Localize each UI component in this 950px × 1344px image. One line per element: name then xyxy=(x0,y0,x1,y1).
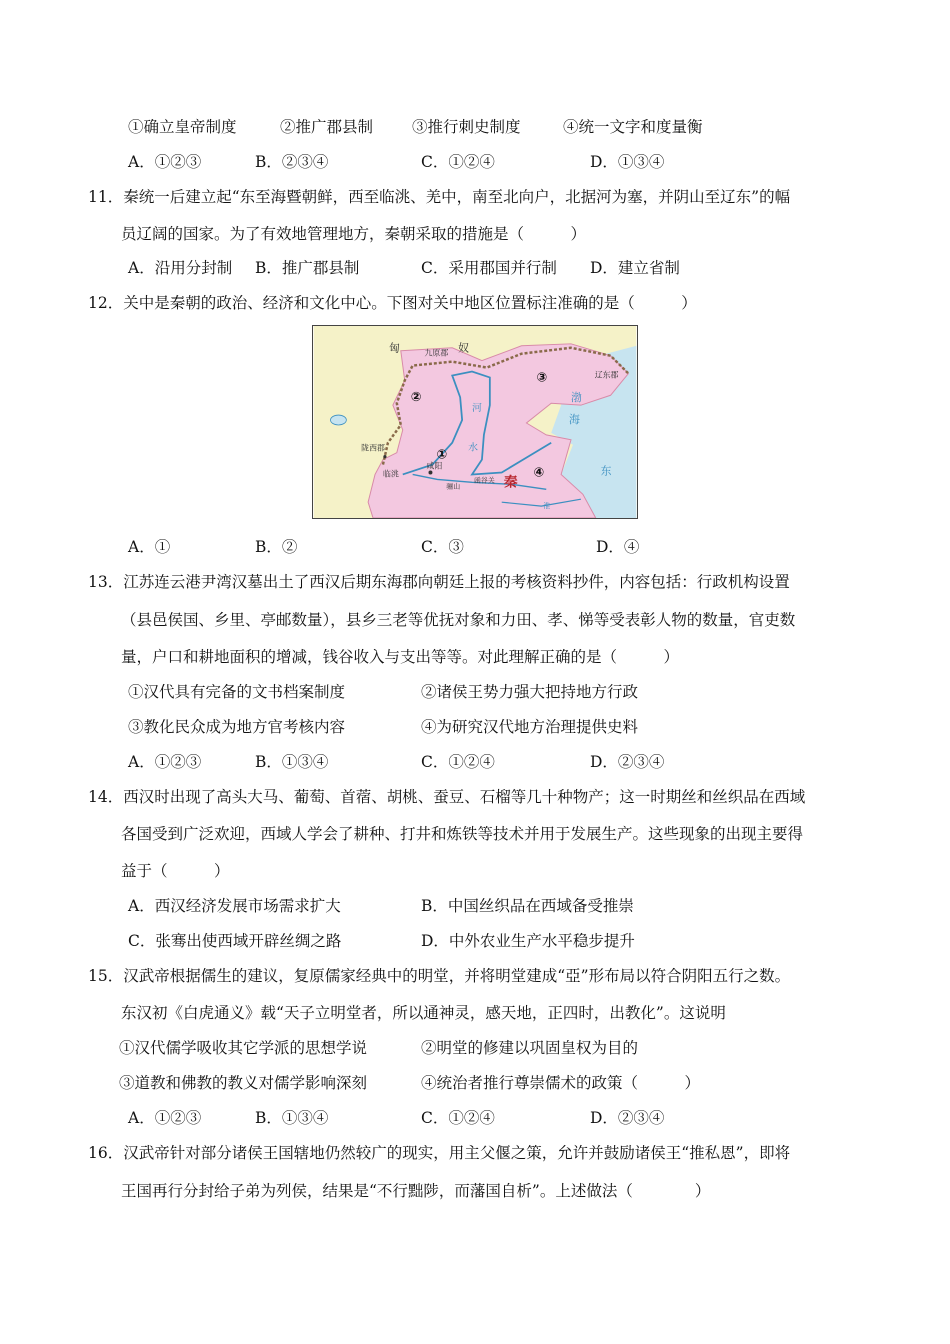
map-label-dong: 东 xyxy=(600,464,612,478)
map-marker-1: ① xyxy=(436,447,448,463)
map-lake xyxy=(331,415,347,425)
map-marker-4: ④ xyxy=(533,465,545,481)
q14-option-c: C．张骞出使西域开辟丝绸之路 xyxy=(128,932,342,950)
q14-stem-line-3: 益于（ ） xyxy=(121,862,230,880)
q11-option-c: C．采用郡国并行制 xyxy=(421,259,557,277)
q15-stem-line-2: 东汉初《白虎通义》载“天子立明堂者，所以通神灵，感天地，正四时，出教化”。这说明 xyxy=(121,1004,726,1022)
q15-stem-line-1: 15．汉武帝根据儒生的建议，复原儒家经典中的明堂，并将明堂建成“亞”形布局以符合阴阳五行之数。 xyxy=(88,967,791,985)
q10-statement-3: ③推行刺史制度 xyxy=(412,118,521,136)
q14-option-a: A．西汉经济发展市场需求扩大 xyxy=(128,897,341,915)
q13-stem-line-1: 13．江苏连云港尹湾汉墓出土了西汉后期东海郡向朝廷上报的考核资料抄件，内容包括：行政机构设置 xyxy=(88,573,790,591)
q13-statement-3: ③教化民众成为地方官考核内容 xyxy=(128,718,346,736)
q15-statement-3: ③道教和佛教的教义对儒学影响深刻 xyxy=(119,1074,368,1092)
q12-option-a: A．① xyxy=(128,538,171,556)
map-label-xiongnu-1: 匈 xyxy=(388,341,400,355)
map-label-lintao: 临洮 xyxy=(382,469,399,479)
map-label-huai: 淮 xyxy=(543,502,551,511)
q15-option-a: A．①②③ xyxy=(128,1109,202,1127)
q13-option-c: C．①②④ xyxy=(421,753,495,771)
q14-stem-line-1: 14．西汉时出现了高头大马、葡萄、首蓿、胡桃、蚕豆、石榴等几十种物产；这一时期丝和丝织品在西域 xyxy=(88,788,806,806)
q12-option-c: C．③ xyxy=(421,538,464,556)
map-label-he: 河 xyxy=(472,403,482,415)
q16-stem-line-1: 16．汉武帝针对部分诸侯王国辖地仍然较广的现实，用主父偃之策，允许并鼓励诸侯王“推私恩”，即将 xyxy=(88,1144,791,1162)
q15-statement-2: ②明堂的修建以巩固皇权为目的 xyxy=(421,1039,639,1057)
q13-option-d: D．②③④ xyxy=(590,753,665,771)
map-label-hangu: 函谷关 xyxy=(474,476,495,485)
q10-option-c: C．①②④ xyxy=(421,153,495,171)
q10-option-b: B．②③④ xyxy=(255,153,329,171)
q13-statement-1: ①汉代具有完备的文书档案制度 xyxy=(128,683,346,701)
map-label-liaodong: 辽东郡 xyxy=(594,370,619,380)
map-label-xiongnu-2: 奴 xyxy=(458,341,470,355)
q11-option-b: B．推广郡县制 xyxy=(255,259,360,277)
q13-stem-line-3: 量，户口和耕地面积的增减，钱谷收入与支出等等。对此理解正确的是（ ） xyxy=(121,648,680,666)
map-label-longxi: 陇西郡 xyxy=(361,443,385,453)
q15-statement-1: ①汉代儒学吸收其它学派的思想学说 xyxy=(119,1039,368,1057)
q15-option-c: C．①②④ xyxy=(421,1109,495,1127)
map-label-xianyang: 咸阳 xyxy=(426,461,443,471)
map-label-lishan: 骊山 xyxy=(446,482,461,491)
qin-territory-map xyxy=(312,325,638,519)
q12-option-d: D．④ xyxy=(596,538,640,556)
q10-option-d: D．①③④ xyxy=(590,153,665,171)
q13-option-a: A．①②③ xyxy=(128,753,202,771)
q14-option-b: B．中国丝织品在西域备受推崇 xyxy=(421,897,634,915)
q15-option-d: D．②③④ xyxy=(590,1109,665,1127)
q13-option-b: B．①③④ xyxy=(255,753,329,771)
map-label-shui: 水 xyxy=(468,442,478,454)
q10-statement-4: ④统一文字和度量衡 xyxy=(563,118,703,136)
q10-statement-1: ①确立皇帝制度 xyxy=(128,118,237,136)
q14-option-d: D．中外农业生产水平稳步提升 xyxy=(421,932,635,950)
q11-stem-line-2: 员辽阔的国家。为了有效地管理地方，秦朝采取的措施是（ ） xyxy=(121,225,587,243)
q16-stem-line-2: 王国再行分封给子弟为列侯，结果是“不行黜陟，而藩国自析”。上述做法（ ） xyxy=(121,1182,711,1200)
q10-option-a: A．①②③ xyxy=(128,153,202,171)
map-label-qin: 秦 xyxy=(503,474,518,491)
q13-stem-line-2: （县邑侯国、乡里、亭邮数量），县乡三老等优抚对象和力田、孝、悌等受表彰人物的数量，官吏数 xyxy=(121,611,796,629)
map-capital-dot xyxy=(428,470,432,474)
map-marker-3: ③ xyxy=(536,370,548,386)
map-label-jiuyuan: 九原郡 xyxy=(424,348,449,358)
q11-option-a: A．沿用分封制 xyxy=(128,259,233,277)
q15-statement-4: ④统治者推行尊崇儒术的政策（ ） xyxy=(421,1074,701,1092)
q11-option-d: D．建立省制 xyxy=(590,259,680,277)
map-longxi-dot xyxy=(383,455,386,458)
q10-statement-2: ②推广郡县制 xyxy=(280,118,374,136)
q14-stem-line-2: 各国受到广泛欢迎，西域人学会了耕种、打井和炼铁等技术并用于发展生产。这些现象的出现主要得 xyxy=(121,825,804,843)
q12-option-b: B．② xyxy=(255,538,298,556)
q12-stem-line-1: 12．关中是秦朝的政治、经济和文化中心。下图对关中地区位置标注准确的是（ ） xyxy=(88,294,697,312)
map-label-bo: 渤 xyxy=(571,391,582,405)
q15-option-b: B．①③④ xyxy=(255,1109,329,1127)
map-label-hai: 海 xyxy=(569,412,580,426)
q13-statement-2: ②诸侯王势力强大把持地方行政 xyxy=(421,683,639,701)
q11-stem-line-1: 11．秦统一后建立起“东至海暨朝鲜，西至临洮、羌中，南至北向户，北据河为塞，并阴山至辽东”的幅 xyxy=(88,188,791,206)
q13-statement-4: ④为研究汉代地方治理提供史料 xyxy=(421,718,639,736)
map-marker-2: ② xyxy=(410,390,422,406)
